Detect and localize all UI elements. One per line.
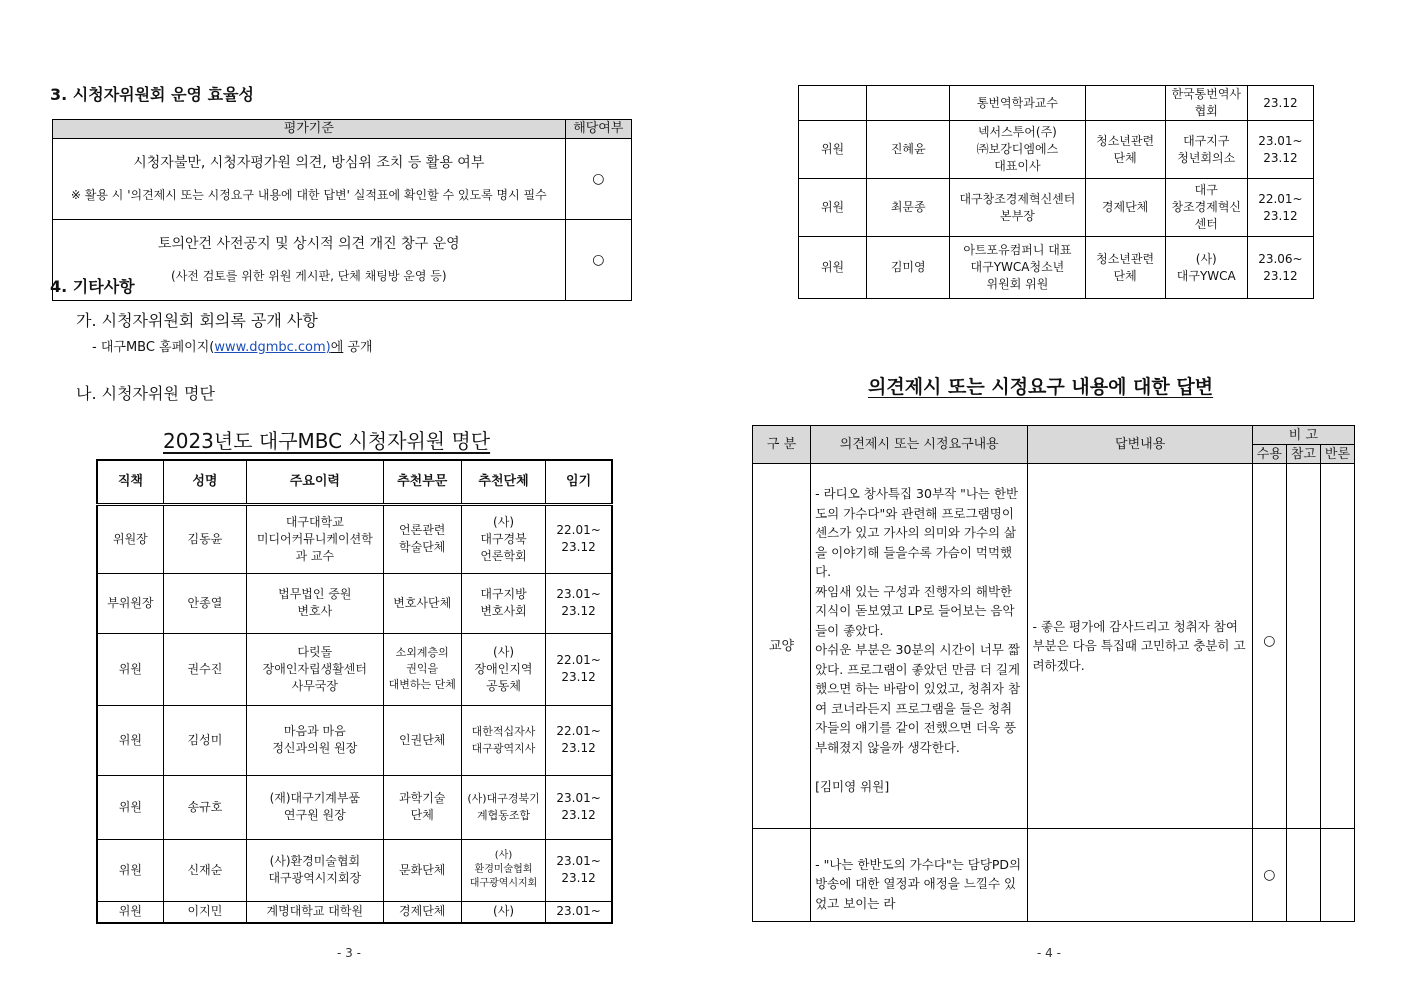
response-answer: - 좋은 평가에 감사드리고 청취자 참여부분은 다음 특집때 고민하고 충분히 고려하겠다. — [1028, 464, 1252, 829]
members-header: 성명 — [163, 460, 246, 504]
member-name — [867, 86, 950, 121]
table-row — [97, 504, 612, 573]
member-name: 이지민 — [163, 901, 246, 923]
table-row — [97, 839, 612, 901]
response-header-reference: 참고 — [1286, 445, 1320, 464]
response-content: - 라디오 창사특집 30부작 "나는 한반도의 가수다"와 관련해 프로그램명이 센스가 있고 가사의 의미와 가수의 삶을 이야기해 들을수록 가슴이 먹먹했다. 짜임새 있는 구성과 진행자의 해박한 지식이 돋보였고 LP로 들어보는 음악들이 좋았다. 아쉬운 부분은 30분의 시간이 너무 짧았다. 프로그램이 좋았던 만큼 더 길게 했으면 하는 바람이 있었고, 청취자 참여 코너라든지 프로그램을 들은 청취자들의 얘기를 같이 전했으면 더욱 풍부해졌지 않을까 생각한다. [김미영 위원] — [811, 464, 1028, 829]
member-field: 청소년관련 단체 — [1085, 121, 1165, 179]
table-row — [53, 139, 632, 220]
member-career: (재)대구기계부품 연구원 원장 — [247, 775, 384, 839]
member-org: 대구지방 변호사회 — [461, 573, 545, 633]
members-table — [96, 459, 613, 924]
table-row — [97, 775, 612, 839]
member-career: 계명대학교 대학원 — [247, 901, 384, 923]
member-term: 23.01~ 23.12 — [546, 573, 612, 633]
member-field: 과학기술 단체 — [383, 775, 461, 839]
member-org: (사) 대구YWCA — [1165, 237, 1247, 299]
subsection-na: 나. 시청자위원 명단 — [76, 384, 215, 403]
response-answer — [1028, 829, 1252, 922]
member-position: 위원 — [97, 705, 163, 775]
member-name: 김미영 — [867, 237, 950, 299]
response-header-remarks: 비 고 — [1252, 426, 1354, 445]
member-field: 인권단체 — [383, 705, 461, 775]
members-table-continued — [798, 85, 1314, 299]
member-field: 경제단체 — [383, 901, 461, 923]
member-term: 23.06~ 23.12 — [1247, 237, 1313, 299]
member-position: 위원 — [97, 901, 163, 923]
eval-header-applicable: 해당여부 — [565, 120, 631, 139]
table-row — [799, 121, 1314, 179]
members-header: 주요이력 — [247, 460, 384, 504]
response-header-category: 구 분 — [753, 426, 811, 464]
member-name: 신재순 — [163, 839, 246, 901]
member-position: 부위원장 — [97, 573, 163, 633]
member-position: 위원 — [97, 775, 163, 839]
member-org: 한국통번역사 협회 — [1165, 86, 1247, 121]
homepage-link[interactable]: www.dgmbc.com) — [214, 340, 331, 355]
evaluation-table — [52, 119, 632, 301]
section4-title: 4. 기타사항 — [50, 277, 135, 296]
subsection-ga: 가. 시청자위원회 회의록 공개 사항 — [76, 311, 318, 330]
response-header-answer: 답변내용 — [1028, 426, 1252, 464]
response-title: 의견제시 또는 시정요구 내용에 대한 답변 — [868, 376, 1214, 398]
member-career: 통번역학과교수 — [950, 86, 1085, 121]
table-row — [97, 705, 612, 775]
member-career: 대구창조경제혁신센터 본부장 — [950, 179, 1085, 237]
member-field: 변호사단체 — [383, 573, 461, 633]
member-name: 김성미 — [163, 705, 246, 775]
members-header: 임기 — [546, 460, 612, 504]
eval-mark: ○ — [565, 220, 631, 301]
member-term: 23.01~ 23.12 — [1247, 121, 1313, 179]
member-career: 아트포유컴퍼니 대표 대구YWCA청소년 위원회 위원 — [950, 237, 1085, 299]
table-row — [753, 464, 1355, 829]
member-org: (사)대구경북기 계협동조합 — [461, 775, 545, 839]
eval-header-criteria: 평가기준 — [53, 120, 566, 139]
homepage-bullet — [92, 336, 373, 355]
member-field: 청소년관련 단체 — [1085, 237, 1165, 299]
member-org: 대한적십자사 대구광역지사 — [461, 705, 545, 775]
response-rebuttal-mark — [1320, 464, 1354, 829]
response-accept-mark: ○ — [1252, 829, 1286, 922]
members-header: 직책 — [97, 460, 163, 504]
member-org: (사) 장애인지역 공동체 — [461, 633, 545, 705]
eval-criteria-main: 토의안건 사전공지 및 상시적 의견 개진 창구 운영 — [157, 236, 460, 252]
member-name: 김동윤 — [163, 504, 246, 573]
table-row — [97, 901, 612, 923]
member-position: 위원장 — [97, 504, 163, 573]
member-career: (사)환경미술협회 대구광역시지회장 — [247, 839, 384, 901]
member-field: 언론관련 학술단체 — [383, 504, 461, 573]
member-org: 대구 창조경제혁신 센터 — [1165, 179, 1247, 237]
response-category — [753, 829, 811, 922]
table-row — [799, 237, 1314, 299]
member-name: 진혜윤 — [867, 121, 950, 179]
section3-title: 3. 시청자위원회 운영 효율성 — [50, 85, 254, 104]
member-field: 문화단체 — [383, 839, 461, 901]
member-term: 22.01~ 23.12 — [1247, 179, 1313, 237]
member-org: (사) — [461, 901, 545, 923]
member-career: 법무법인 중원 변호사 — [247, 573, 384, 633]
table-row — [753, 829, 1355, 922]
member-position: 위원 — [799, 121, 867, 179]
member-org: 대구지구 청년회의소 — [1165, 121, 1247, 179]
response-reference-mark — [1286, 829, 1320, 922]
response-rebuttal-mark — [1320, 829, 1354, 922]
table-row — [799, 179, 1314, 237]
response-content: - "나는 한반도의 가수다"는 담당PD의 방송에 대한 열정과 애정을 느낄수 있었고 보이는 라 — [811, 829, 1028, 922]
member-term: 22.01~ 23.12 — [546, 504, 612, 573]
table-row — [53, 220, 632, 301]
response-table — [752, 425, 1355, 922]
member-position: 위원 — [799, 179, 867, 237]
member-field: 경제단체 — [1085, 179, 1165, 237]
response-reference-mark — [1286, 464, 1320, 829]
member-position: 위원 — [97, 839, 163, 901]
member-term: 23.01~ — [546, 901, 612, 923]
response-header-rebuttal: 반론 — [1320, 445, 1354, 464]
member-term: 23.01~ 23.12 — [546, 775, 612, 839]
response-accept-mark: ○ — [1252, 464, 1286, 829]
members-header: 추천부문 — [383, 460, 461, 504]
bullet-suffix: 공개 — [343, 340, 373, 355]
member-position — [799, 86, 867, 121]
member-term: 22.01~ 23.12 — [546, 705, 612, 775]
member-career: 다릿돌 장애인자립생활센터 사무국장 — [247, 633, 384, 705]
member-name: 최문종 — [867, 179, 950, 237]
member-field: 소외계층의 권익을 대변하는 단체 — [383, 633, 461, 705]
member-name: 권수진 — [163, 633, 246, 705]
member-org: (사) 대구경북 언론학회 — [461, 504, 545, 573]
member-field — [1085, 86, 1165, 121]
members-header: 추천단체 — [461, 460, 545, 504]
member-name: 안종열 — [163, 573, 246, 633]
table-row — [97, 573, 612, 633]
table-row — [97, 633, 612, 705]
member-org: (사) 환경미술협회 대구광역시지회 — [461, 839, 545, 901]
member-career: 마음과 마음 정신과의원 원장 — [247, 705, 384, 775]
eval-mark: ○ — [565, 139, 631, 220]
eval-criteria-main: 시청자불만, 시청자평가원 의견, 방심위 조치 등 활용 여부 — [133, 155, 485, 171]
member-term: 22.01~ 23.12 — [546, 633, 612, 705]
page-number-right: - 4 - — [1037, 946, 1061, 960]
member-career: 대구대학교 미디어커뮤니케이션학 과 교수 — [247, 504, 384, 573]
member-position: 위원 — [97, 633, 163, 705]
table-row — [799, 86, 1314, 121]
member-career: 넥서스투어(주) ㈜보강디엠에스 대표이사 — [950, 121, 1085, 179]
bullet-mid: 에 — [330, 340, 344, 355]
member-term: 23.01~ 23.12 — [546, 839, 612, 901]
response-header-content: 의견제시 또는 시정요구내용 — [811, 426, 1028, 464]
member-position: 위원 — [799, 237, 867, 299]
eval-criteria-cell — [53, 139, 566, 220]
bullet-prefix: - 대구MBC 홈페이지( — [92, 340, 215, 355]
page-number-left: - 3 - — [337, 946, 361, 960]
eval-criteria-note: (사전 검토를 위한 위원 게시판, 단체 채팅방 운영 등) — [171, 269, 447, 283]
eval-criteria-note: ※ 활용 시 '의견제시 또는 시정요구 내용에 대한 답변' 실적표에 확인할 수 있도록 명시 필수 — [70, 188, 547, 202]
member-name: 송규호 — [163, 775, 246, 839]
response-category: 교양 — [753, 464, 811, 829]
member-term: 23.12 — [1247, 86, 1313, 121]
members-title: 2023년도 대구MBC 시청자위원 명단 — [163, 429, 491, 453]
response-header-accept: 수용 — [1252, 445, 1286, 464]
